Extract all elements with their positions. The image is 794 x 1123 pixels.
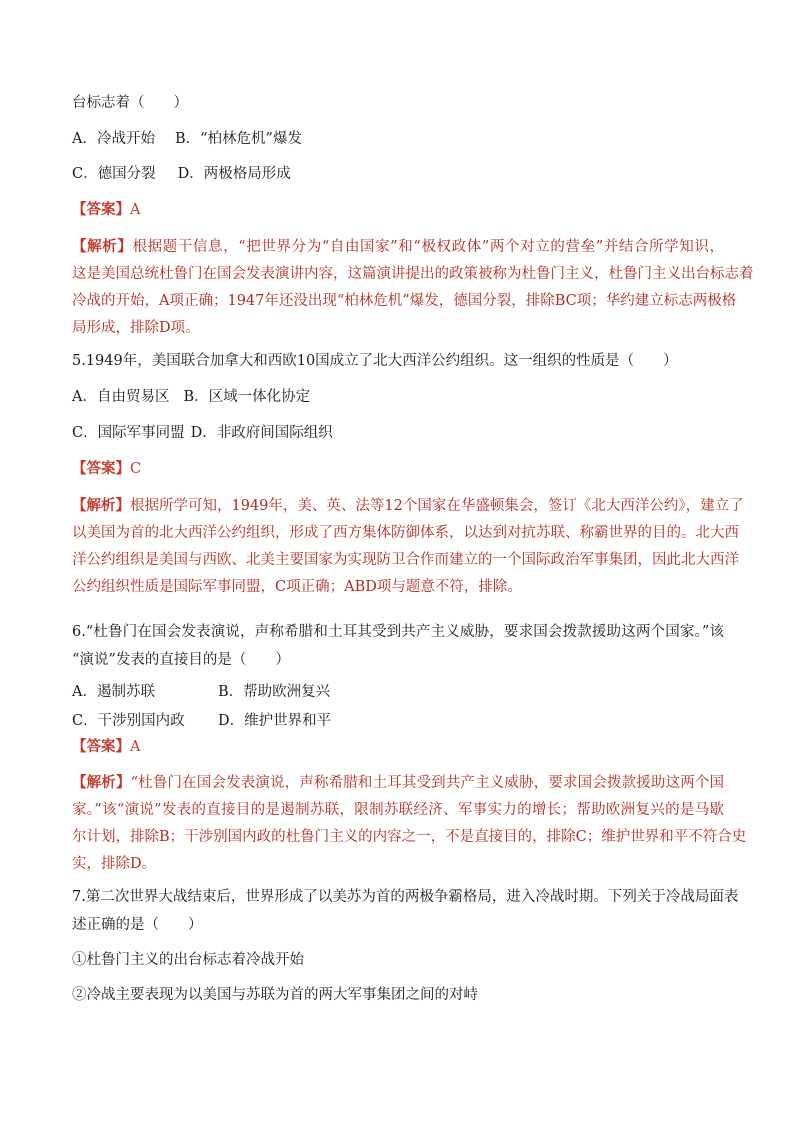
q4-option-d: D．两极格局形成 [177, 166, 291, 182]
q5-options-row-1 [72, 387, 310, 407]
q5-explanation-label: 【解析】 [72, 497, 130, 514]
q6-explanation-line-3: 尔计划，排除B；干涉别国内政的杜鲁门主义的内容之一，不是直接目的，排除C；维护世界和平不符合史 [72, 829, 747, 845]
q6-options-row-1 [72, 682, 330, 702]
q4-option-b: B．“柏林危机”爆发 [174, 131, 302, 147]
q5-explanation-line-4: 公约组织性质是国际军事同盟，C项正确；ABD项与题意不符，排除。 [72, 579, 522, 595]
q6-explanation-label: 【解析】 [72, 774, 131, 791]
q7-item-2: ②冷战主要表现为以美国与苏联为首的两大军事集团之间的对峙 [72, 987, 478, 1003]
q6-answer-label: 【答案】 [72, 738, 130, 755]
q5-option-b: B．区域一体化协定 [183, 389, 311, 405]
q4-explanation-line-1 [72, 237, 724, 257]
q6-explanation-line-1 [72, 773, 724, 793]
q4-explanation-line-4: 局形成，排除D项。 [72, 320, 200, 336]
q6-explanation-line-2: 家。”该“演说”发表的直接目的是遏制苏联，限制苏联经济、军事实力的增长；帮助欧洲复兴的是马歇 [72, 802, 724, 818]
q6-options-row-2 [72, 711, 331, 731]
q5-options-row-2 [72, 423, 333, 443]
q5-option-d: D．非政府间国际组织 [190, 425, 333, 441]
q6-stem-line-2: “演说”发表的直接目的是（ ） [72, 652, 290, 668]
q7-item-1: ①杜鲁门主义的出台标志着冷战开始 [72, 952, 304, 968]
q4-explanation-label: 【解析】 [72, 238, 133, 255]
q4-answer [72, 200, 140, 220]
q6-stem-line-1: 6.“杜鲁门在国会发表演说，声称希腊和土耳其受到共产主义威胁，要求国会拨款援助这两个国家。”该 [72, 624, 724, 640]
q4-stem-tail: 台标志着（ ） [72, 95, 188, 111]
q4-options-row-2 [72, 164, 291, 184]
q5-explanation-line-1 [72, 496, 744, 516]
q6-option-c: C．干涉别国内政 [72, 713, 185, 729]
q5-answer-value: C [130, 461, 142, 477]
q5-explanation-line-2: 以美国为首的北大西洋公约组织，形成了西方集体防御体系，以达到对抗苏联、称霸世界的目的。北大西 [72, 525, 739, 541]
q6-answer [72, 737, 140, 757]
q5-answer-label: 【答案】 [72, 460, 130, 477]
q5-option-a: A．自由贸易区 [72, 389, 170, 405]
q6-option-d: D．维护世界和平 [218, 713, 332, 729]
q6-answer-value: A [130, 739, 141, 755]
q4-explanation-line-3: 冷战的开始，A项正确；1947年还没出现“柏林危机”爆发，德国分裂，排除BC项；华约建立标志两极格 [72, 293, 737, 309]
q6-explanation-line-4: 实，排除D。 [72, 856, 157, 872]
q7-stem-line-2: 述正确的是（ ） [72, 917, 203, 933]
q6-option-a: A．遏制苏联 [72, 684, 155, 700]
q4-option-a: A．冷战开始 [72, 131, 155, 147]
q4-explanation-line-2: 这是美国总统杜鲁门在国会发表演讲内容，这篇演讲提出的政策被称为杜鲁门主义，杜鲁门主义出台标志着 [72, 266, 754, 282]
q6-explanation-text-1: “杜鲁门在国会发表演说，声称希腊和土耳其受到共产主义威胁，要求国会拨款援助这两个国 [130, 775, 724, 791]
q5-option-c: C．国际军事同盟 [72, 425, 185, 441]
q5-answer [72, 459, 141, 479]
q7-stem-line-1: 7.第二次世界大战结束后，世界形成了以美苏为首的两极争霸格局，进入冷战时期。下列关于冷战局面表 [72, 889, 739, 905]
q6-option-b: B．帮助欧洲复兴 [218, 684, 331, 700]
q4-option-c: C．德国分裂 [72, 166, 156, 182]
q4-explanation-text-1: 根据题干信息，“把世界分为“自由国家”和“极权政体”两个对立的营垒”并结合所学知识， [132, 239, 724, 255]
q4-options-row-1 [72, 129, 302, 149]
q5-explanation-line-3: 洋公约组织是美国与西欧、北美主要国家为实现防卫合作而建立的一个国际政治军事集团，因此北大西洋 [72, 552, 739, 568]
q5-stem: 5.1949年，美国联合加拿大和西欧10国成立了北大西洋公约组织。这一组织的性质是（ ） [72, 353, 678, 369]
q4-answer-value: A [130, 202, 141, 218]
q4-answer-label: 【答案】 [72, 201, 130, 218]
q5-explanation-text-1: 根据所学可知，1949年，美、英、法等12个国家在华盛顿集会，签订《北大西洋公约》，建立了 [130, 498, 744, 514]
